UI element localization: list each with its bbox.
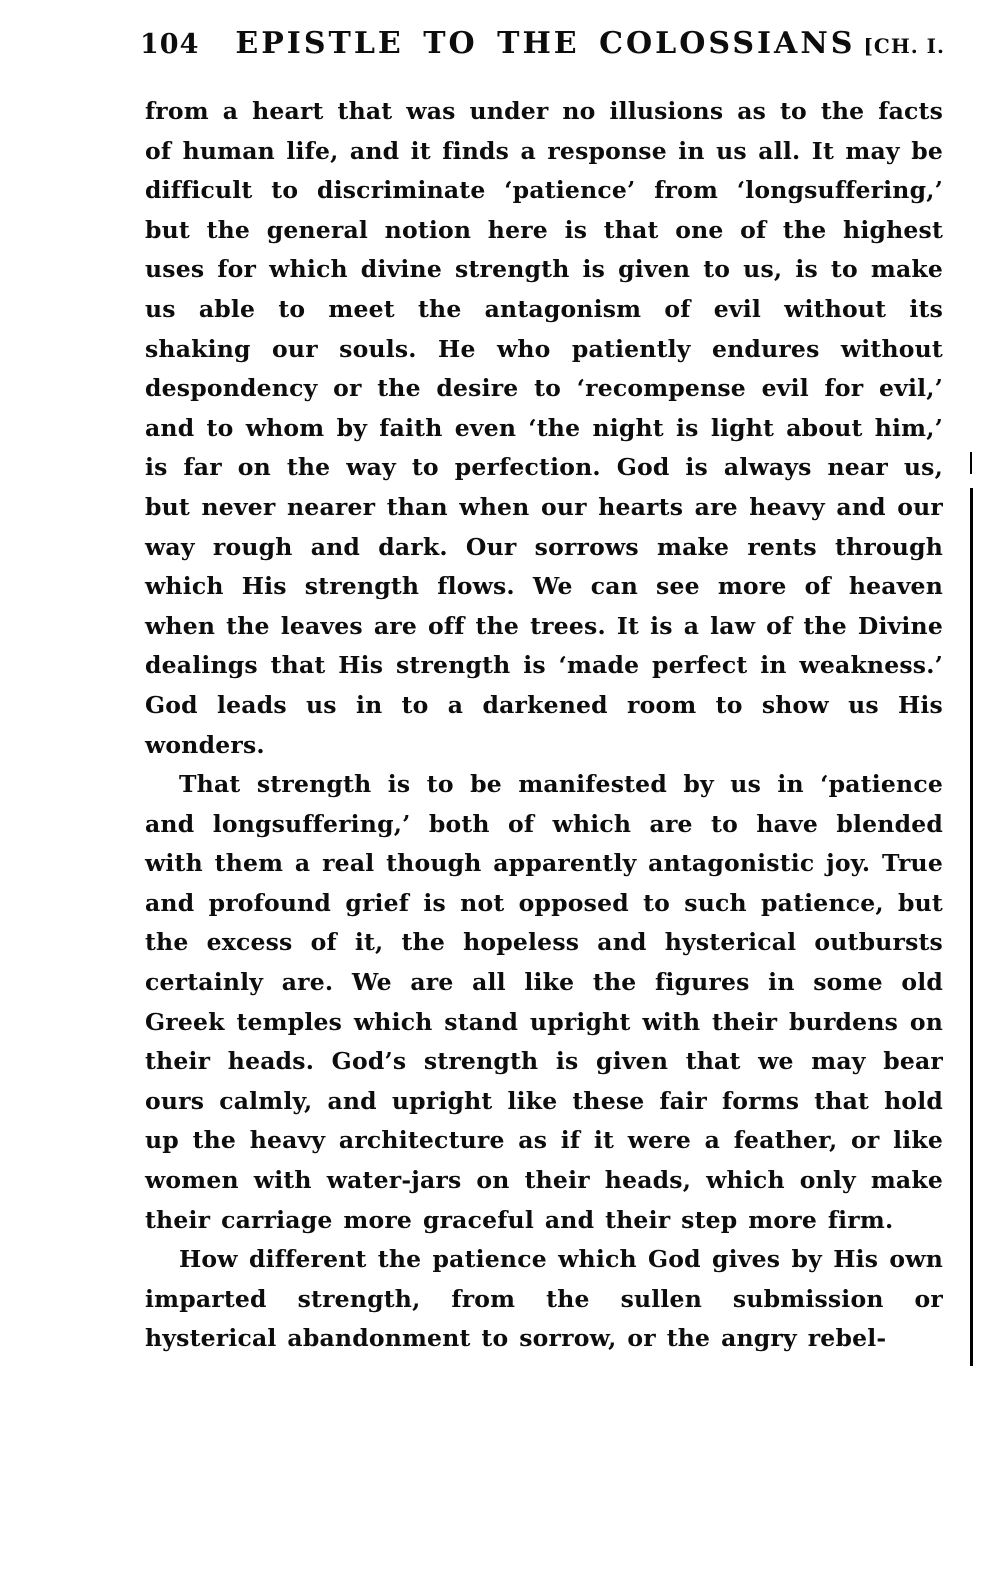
page-number: 104: [140, 29, 200, 60]
paragraph: How different the patience which God gives by His own imparted strength, from the sullen submission or hysterical abandonment to sorrow, or the angry rebel-: [145, 1245, 943, 1353]
paragraph: from a heart that was under no illusions as to the facts of human life, and it finds a response in us all. It may be difficult to discriminate ‘patience’ from ‘longsuffering,’ but the general notion here is that one of the highest uses for which divine strength is given to us, is to make us able to meet the antagonism of evil without its shaking our souls. He who patiently endures without despondency or the desire to ‘recompense evil for evil,’ and to whom by faith even ‘the night is light about him,’ is far on the way to perfection. God is always near us, but never nearer than when our hearts are heavy and our way rough and dark. Our sorrows make rents through which His strength flows. We can see more of heaven when the leaves are off the trees. It is a law of the Divine dealings that His strength is ‘made perfect in weakness.’ God leads us in to a darkened room to show us His wonders.: [145, 97, 943, 759]
scan-artifact-line: [970, 488, 973, 1366]
page-title: EPISTLE TO THE COLOSSIANS: [235, 26, 856, 61]
body-text: [145, 92, 943, 1359]
running-head: [140, 26, 945, 61]
chapter-reference: [CH. I.: [863, 34, 945, 58]
scan-artifact-tick: [970, 452, 972, 474]
paragraph: That strength is to be manifested by us in ‘patience and longsuffering,’ both of which are to have blended with them a real though apparently antagonistic joy. True and profound grief is not opposed to such patience, but the excess of it, the hopeless and hysterical outbursts certainly are. We are all like the figures in some old Greek temples which stand upright with their burdens on their heads. God’s strength is given that we may bear ours calmly, and upright like these fair forms that hold up the heavy architecture as if it were a feather, or like women with water-jars on their heads, which only make their carriage more graceful and their step more firm.: [145, 770, 943, 1234]
